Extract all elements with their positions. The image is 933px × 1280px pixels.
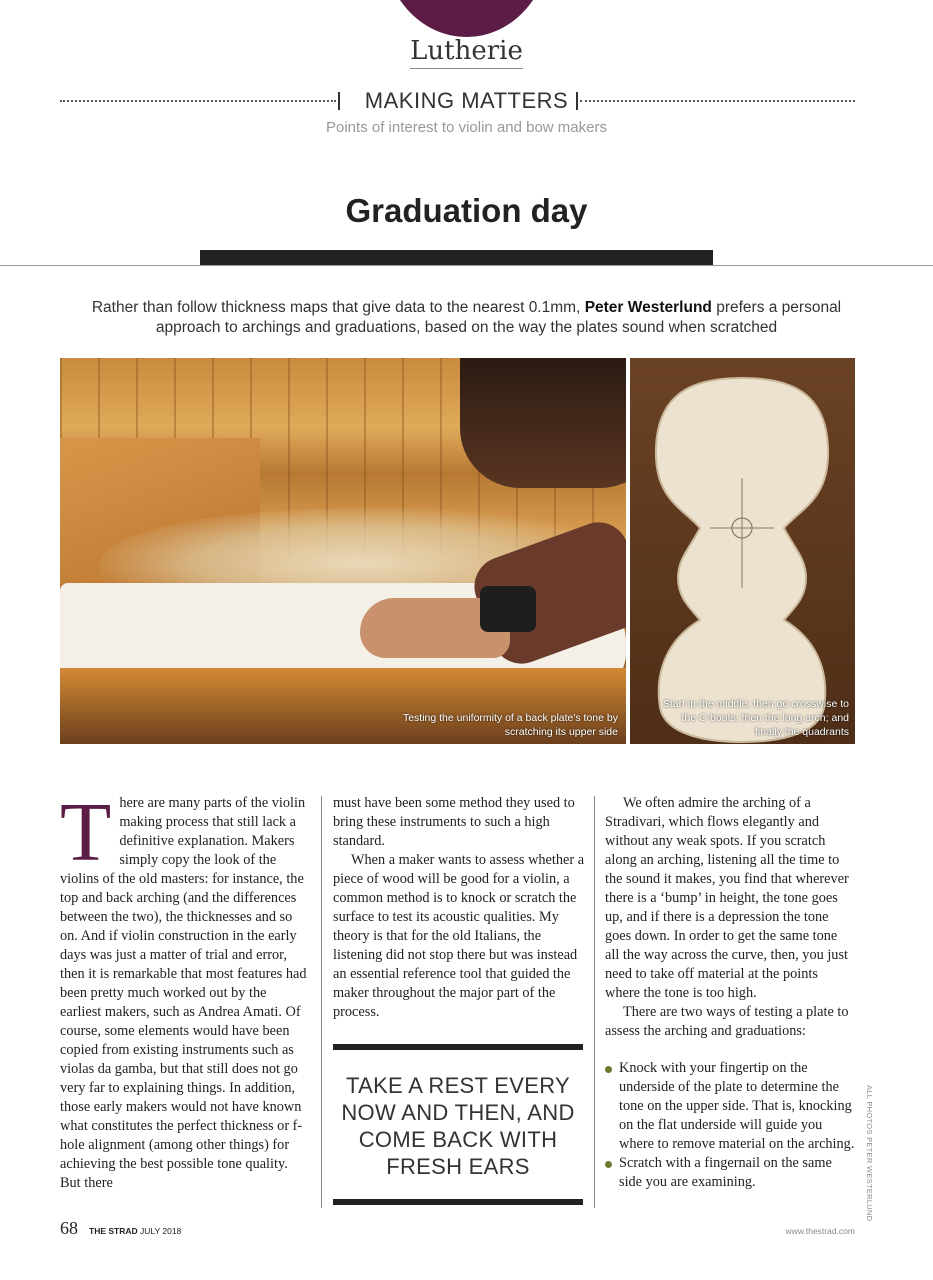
- photo-caption-right: Start in the middle; then go crosswise to the C-bouts; then the long arch; and finally the quadrants: [662, 698, 849, 738]
- standfirst: [60, 298, 873, 338]
- photo-violin-plate: [630, 358, 855, 744]
- body-paragraph: There are two ways of testing a plate to assess the arching and graduations:: [605, 1004, 849, 1039]
- page-number: 68: [60, 1218, 78, 1238]
- photo-caption: Testing the uniformity of a back plate's tone by scratching its upper side: [402, 712, 618, 738]
- bullet-item: Scratch with a fingernail on the same side you are examining.: [605, 1154, 855, 1192]
- header-tick-right: [576, 92, 578, 110]
- section-label: Lutherie: [0, 36, 933, 66]
- series-subtitle: Points of interest to violin and bow makers: [326, 119, 607, 136]
- column-divider: [594, 796, 595, 1208]
- magazine-url[interactable]: www.thestrad.com: [785, 1226, 855, 1236]
- headline-rule: [0, 265, 933, 266]
- drop-cap: T: [60, 786, 112, 879]
- page-title: Graduation day: [345, 192, 588, 229]
- body-paragraph: must have been some method they used to bring these instruments to such a high standard.: [333, 795, 575, 849]
- column-divider: [321, 796, 322, 1208]
- section-circle: [383, 0, 550, 37]
- magazine-name: THE STRAD: [89, 1226, 138, 1236]
- body-column-1: [60, 786, 308, 1193]
- standfirst-text-end: prefers a personal approach to archings and graduations, based on the way the plates sound when scratched: [155, 299, 842, 336]
- bullet-list: [605, 1059, 855, 1192]
- magazine-issue: [89, 1226, 181, 1236]
- standfirst-text: Rather than follow thickness maps that give data to the nearest 0.1mm,: [91, 299, 585, 316]
- series-title: MAKING MATTERS: [364, 88, 569, 113]
- bullet-item: Knock with your fingertip on the underside of the plate to determine the tone on the upper side. That is, knocking on the flat underside will guide you where to remove material on the arching.: [605, 1059, 855, 1154]
- photo-scratching-plate: [60, 358, 626, 744]
- body-column-3: [605, 794, 855, 1192]
- body-paragraph: When a maker wants to assess whether a piece of wood will be good for a violin, a common method is to knock or scratch the surface to test its acoustic qualities. My theory is that for the old Italians, the listening did not stop there but was instead an essential reference tool that guided the maker throughout the major part of the process.: [333, 852, 585, 1020]
- body-paragraph: We often admire the arching of a Stradivari, which flows elegantly and without any weak spots. If you scratch along an arching, listening all the time to the sound it makes, you find that wherever there is a ‘bump’ in height, the tone goes up, and if there is a depression the tone goes down. In order to get the same tone all the way across the curve, then, you just need to take off material at the points where the tone is too high.: [605, 795, 849, 1001]
- header-rule-right: [580, 100, 855, 102]
- pull-quote: TAKE A REST EVERY NOW AND THEN, AND COME BACK WITH FRESH EARS: [341, 1073, 575, 1179]
- photo-watch-icon: [480, 586, 536, 632]
- pullquote-bar-top: [333, 1044, 583, 1050]
- body-column-2: [333, 794, 585, 1022]
- headline-bar: [200, 250, 713, 265]
- issue-date: JULY 2018: [137, 1226, 182, 1236]
- violin-plate-diagram: [630, 358, 855, 744]
- body-paragraph: here are many parts of the violin making process that still lack a definitive explanation. Makers simply copy the look of the violins of the old masters: for instance, the top and back arching (and the differences between the two), the thicknesses and so on. And if violin construction in the early days was just a matter of trial and error, then it is remarkable that most features had been pretty much worked out by the earliest makers, such as Andrea Amati. Of course, some elements would have been copied from existing instruments such as violas da gamba, but that still does not go very far to explaining things. In addition, those early makers would not have known what constitutes the perfect thickness or f-hole alignment (among other things) for achieving the best possible tone quality. But there: [60, 795, 307, 1191]
- author-name: Peter Westerlund: [584, 299, 712, 316]
- photo-maker-head: [460, 358, 626, 488]
- photo-credit: ALL PHOTOS PETER WESTERLUND: [865, 1085, 874, 1222]
- pullquote-bar-bottom: [333, 1199, 583, 1205]
